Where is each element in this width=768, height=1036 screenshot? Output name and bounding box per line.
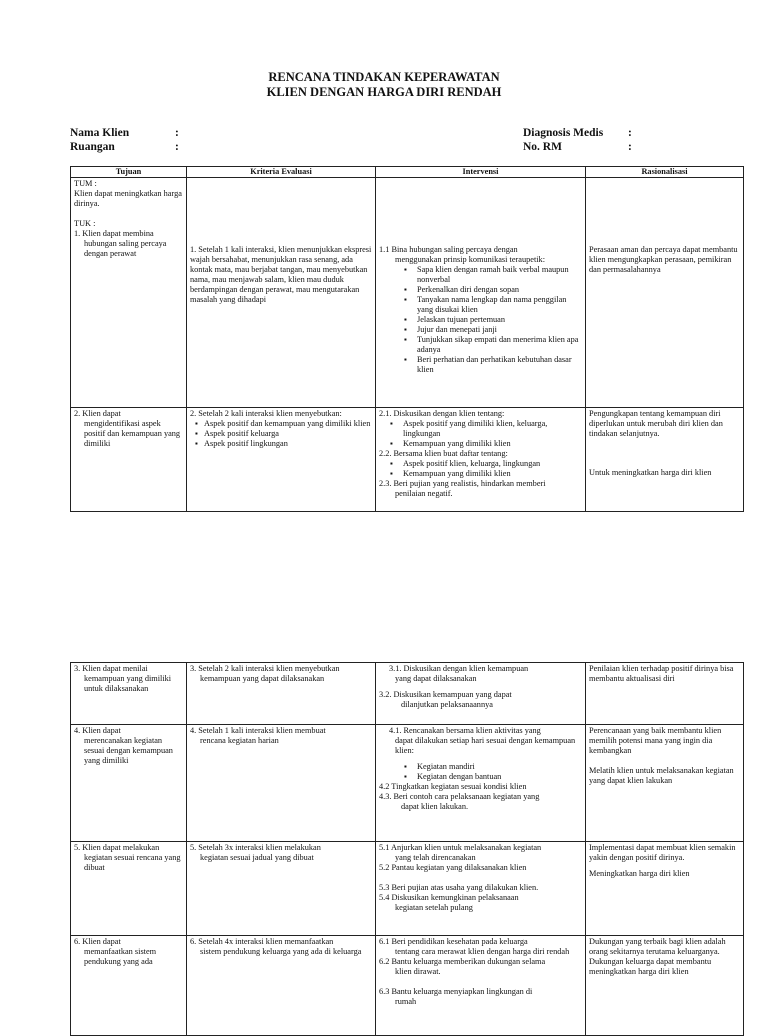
kriteria-3-rest: kemampuan yang dapat dilaksanakan — [200, 674, 325, 683]
kriteria-cell — [187, 408, 376, 512]
rasionalisasi-cell — [586, 663, 744, 725]
tujuan-cell — [71, 663, 187, 725]
intervensi-4-3-cont: dapat klien lakukan. — [401, 802, 469, 811]
list-item: ▪ Aspek positif yang dimiliki klien, keluarga, lingkungan — [403, 419, 582, 439]
tujuan-cell — [71, 725, 187, 842]
tujuan-1-num: 1. Klien dapat membina — [74, 229, 154, 238]
column-header-kriteria: Kriteria Evaluasi — [187, 167, 376, 178]
list-item: ▪ Kemampuan yang dimiliki klien — [403, 439, 582, 449]
rasional-6a: Dukungan yang terbaik bagi klien adalah orang sekitarnya terutama keluarganya. — [589, 937, 726, 956]
intervensi-2-1-list — [379, 419, 582, 449]
column-header-intervensi: Intervensi — [376, 167, 586, 178]
tujuan-cell — [71, 408, 187, 512]
tujuan-3-num: 3. Klien dapat menilai — [74, 664, 148, 673]
kriteria-3-num: 3. Setelah 2 kali interaksi klien menyebutkan — [190, 664, 340, 673]
nama-klien-label: Nama Klien — [70, 127, 130, 139]
kriteria-cell — [187, 936, 376, 1036]
diagnosis-medis-colon: : — [628, 127, 632, 139]
intervensi-6-3: 6.3 Bantu keluarga menyiapkan lingkungan di — [379, 987, 533, 996]
kriteria-2-list — [190, 419, 372, 449]
rasionalisasi-cell — [586, 725, 744, 842]
tum-label: TUM : — [74, 179, 97, 188]
column-header-tujuan: Tujuan — [71, 167, 187, 178]
tujuan-2-rest: mengidentifikasi aspek positif dan kemampuan yang dimiliki — [84, 419, 181, 448]
list-item: ▪ Kemampuan yang dimiliki klien — [403, 469, 582, 479]
care-plan-table-part1 — [70, 166, 744, 512]
tujuan-6-rest: memanfaatkan sistem pendukung yang ada — [84, 947, 157, 966]
intervensi-2-2-list — [379, 459, 582, 479]
intervensi-cell — [376, 725, 586, 842]
rasional-5b: Meningkatkan harga diri klien — [589, 869, 690, 878]
rasional-6b: Dukungan keluarga dapat membantu meningkatkan harga diri klien — [589, 957, 712, 976]
nama-klien-field — [70, 127, 179, 139]
ruangan-label: Ruangan — [70, 141, 115, 153]
table-row — [71, 842, 744, 936]
intervensi-cell — [376, 178, 586, 408]
tujuan-4-num: 4. Klien dapat — [74, 726, 121, 735]
intervensi-1-head2: menggunakan prinsip komunikasi teraupetik: — [395, 255, 546, 264]
rasional-4b: Melatih klien untuk melaksanakan kegiatan yang dapat klien lakukan — [589, 766, 734, 785]
intervensi-3-1-cont: yang dapat dilaksanakan — [395, 674, 477, 683]
table-row — [71, 408, 744, 512]
rasionalisasi-cell — [586, 408, 744, 512]
intervensi-2-3-cont: penilaian negatif. — [395, 489, 453, 498]
list-item: ▪ Perkenalkan diri dengan sopan — [417, 285, 582, 295]
no-rm-label: No. RM — [523, 141, 562, 153]
table-row — [71, 663, 744, 725]
no-rm-colon: : — [628, 141, 632, 153]
tujuan-cell — [71, 842, 187, 936]
intervensi-3-1: 3.1. Diskusikan dengan klien kemampuan — [389, 664, 529, 673]
tujuan-6-num: 6. Klien dapat — [74, 937, 121, 946]
intervensi-5-3: 5.3 Beri pujian atas usaha yang dilakukan klien. — [379, 883, 539, 892]
intervensi-5-2: 5.2 Pantau kegiatan yang dilaksanakan klien — [379, 863, 527, 872]
tujuan-1-rest: hubungan saling percaya dengan perawat — [84, 239, 167, 258]
intervensi-5-4: 5.4 Diskusikan kemungkinan pelaksanaan — [379, 893, 519, 902]
column-header-rasionalisasi: Rasionalisasi — [586, 167, 744, 178]
table-row — [71, 725, 744, 842]
diagnosis-medis-field — [523, 127, 632, 139]
table-row — [71, 936, 744, 1036]
kriteria-1: 1. Setelah 1 kali interaksi, klien menunjukkan ekspresi wajah bersahabat, menunjukkan rasa senang, ada kontak mata, mau berjabat tangan, mau menyebutkan nama, mau menjawab salam, klien mau duduk berdampingan dengan perawat, mau mengutarakan masalah yang dihadapi — [190, 245, 372, 304]
kriteria-4-num: 4. Setelah 1 kali interaksi klien membuat — [190, 726, 326, 735]
intervensi-cell — [376, 842, 586, 936]
intervensi-2-2: 2.2. Bersama klien buat daftar tentang: — [379, 449, 508, 458]
list-item: ▪ Aspek positif dan kemampuan yang dimiliki klien — [204, 419, 372, 429]
table-row — [71, 178, 744, 408]
list-item: ▪ Jujur dan menepati janji — [417, 325, 582, 335]
intervensi-5-1-cont: yang telah direncanakan — [395, 853, 476, 862]
list-item: ▪ Beri perhatian dan perhatikan kebutuhan dasar klien — [417, 355, 582, 375]
intervensi-4-1: 4.1. Rencanakan bersama klien aktivitas yang — [389, 726, 541, 735]
rasionalisasi-cell — [586, 178, 744, 408]
intervensi-6-1: 6.1 Beri pendidikan kesehatan pada keluarga — [379, 937, 528, 946]
list-item: ▪ Kegiatan mandiri — [417, 762, 582, 772]
tujuan-4-rest: merencanakan kegiatan sesuai dengan kemampuan yang dimiliki — [84, 736, 173, 765]
table-header-row — [71, 167, 744, 178]
tujuan-3-rest: kemampuan yang dimiliki untuk dilaksanakan — [84, 674, 172, 693]
rasional-2a: Pengungkapan tentang kemampuan diri diperlukan untuk merubah diri klien dan tindakan selanjutnya. — [589, 409, 723, 438]
kriteria-cell — [187, 663, 376, 725]
document-title-line1: RENCANA TINDAKAN KEPERAWATAN — [268, 70, 500, 84]
intervensi-4-1-cont: dapat dilakukan setiap hari sesuai dengan kemampuan klien: — [395, 736, 576, 755]
list-item: ▪ Aspek positif lingkungan — [204, 439, 372, 449]
list-item: ▪ Aspek positif keluarga — [204, 429, 372, 439]
rasional-5a: Implementasi dapat membuat klien semakin yakin dengan positif dirinya. — [589, 843, 736, 862]
intervensi-6-1-cont: tentang cara merawat klien dengan harga diri rendah — [395, 947, 570, 956]
diagnosis-medis-label: Diagnosis Medis — [523, 127, 604, 139]
ruangan-field — [70, 141, 179, 153]
list-item: ▪ Sapa klien dengan ramah baik verbal maupun nonverbal — [417, 265, 582, 285]
intervensi-6-2: 6.2 Bantu keluarga memberikan dukungan selama — [379, 957, 546, 966]
nama-klien-colon: : — [175, 127, 179, 139]
list-item: ▪ Jelaskan tujuan pertemuan — [417, 315, 582, 325]
rasional-4a: Perencanaan yang baik membantu klien memilih potensi mana yang ingin dia kembangkan — [589, 726, 722, 755]
kriteria-cell — [187, 178, 376, 408]
document-title-line2: KLIEN DENGAN HARGA DIRI RENDAH — [266, 85, 502, 99]
kriteria-2-head: 2. Setelah 2 kali interaksi klien menyebutkan: — [190, 409, 342, 418]
list-item: ▪ Kegiatan dengan bantuan — [417, 772, 582, 782]
intervensi-3-2: 3.2. Diskusikan kemampuan yang dapat — [379, 690, 512, 699]
list-item: ▪ Tunjukkan sikap empati dan menerima klien apa adanya — [417, 335, 582, 355]
rasionalisasi-cell — [586, 936, 744, 1036]
kriteria-cell — [187, 842, 376, 936]
tum-text: Klien dapat meningkatkan harga dirinya. — [74, 189, 182, 208]
intervensi-5-4-cont: kegiatan setelah pulang — [395, 903, 473, 912]
kriteria-cell — [187, 725, 376, 842]
ruangan-colon: : — [175, 141, 179, 153]
intervensi-cell — [376, 936, 586, 1036]
rasional-1: Perasaan aman dan percaya dapat membantu klien mengungkapkan perasaan, pemikiran dan permasalahannya — [589, 245, 738, 274]
intervensi-1-head: 1.1 Bina hubungan saling percaya dengan — [379, 245, 518, 254]
kriteria-6-rest: sistem pendukung keluarga yang ada di keluarga — [200, 947, 362, 956]
care-plan-table-part2 — [70, 662, 744, 1036]
no-rm-field — [523, 141, 632, 153]
intervensi-cell — [376, 663, 586, 725]
tujuan-5-num: 5. Klien dapat melakukan — [74, 843, 160, 852]
tujuan-cell — [71, 936, 187, 1036]
intervensi-1-list — [379, 265, 582, 375]
tuk-label: TUK : — [74, 219, 96, 228]
kriteria-4-rest: rencana kegiatan harian — [200, 736, 279, 745]
intervensi-2-1: 2.1. Diskusikan dengan klien tentang: — [379, 409, 505, 418]
kriteria-6-num: 6. Setelah 4x interaksi klien memanfaatkan — [190, 937, 334, 946]
rasionalisasi-cell — [586, 842, 744, 936]
intervensi-2-3: 2.3. Beri pujian yang realistis, hindarkan memberi — [379, 479, 546, 488]
tujuan-5-rest: kegiatan sesuai rencana yang dibuat — [84, 853, 181, 872]
tujuan-cell — [71, 178, 187, 408]
rasional-2b: Untuk meningkatkan harga diri klien — [589, 468, 712, 477]
list-item: ▪ Tanyakan nama lengkap dan nama penggilan yang disukai klien — [417, 295, 582, 315]
kriteria-5-rest: kegiatan sesuai jadual yang dibuat — [200, 853, 314, 862]
intervensi-4-3: 4.3. Beri contoh cara pelaksanaan kegiatan yang — [379, 792, 540, 801]
list-item: ▪ Aspek positif klien, keluarga, lingkungan — [403, 459, 582, 469]
intervensi-cell — [376, 408, 586, 512]
intervensi-6-3-cont: rumah — [395, 997, 417, 1006]
intervensi-4-1-list — [379, 762, 582, 782]
rasional-3: Penilaian klien terhadap positif dirinya bisa membantu aktualisasi diri — [589, 664, 734, 683]
tujuan-2-num: 2. Klien dapat — [74, 409, 121, 418]
intervensi-4-2: 4.2 Tingkatkan kegiatan sesuai kondisi klien — [379, 782, 527, 791]
intervensi-5-1: 5.1 Anjurkan klien untuk melaksanakan kegiatan — [379, 843, 542, 852]
intervensi-3-2-cont: dilanjutkan pelaksanaannya — [401, 700, 493, 709]
kriteria-5-num: 5. Setelah 3x interaksi klien melakukan — [190, 843, 321, 852]
intervensi-6-2-cont: klien dirawat. — [395, 967, 441, 976]
